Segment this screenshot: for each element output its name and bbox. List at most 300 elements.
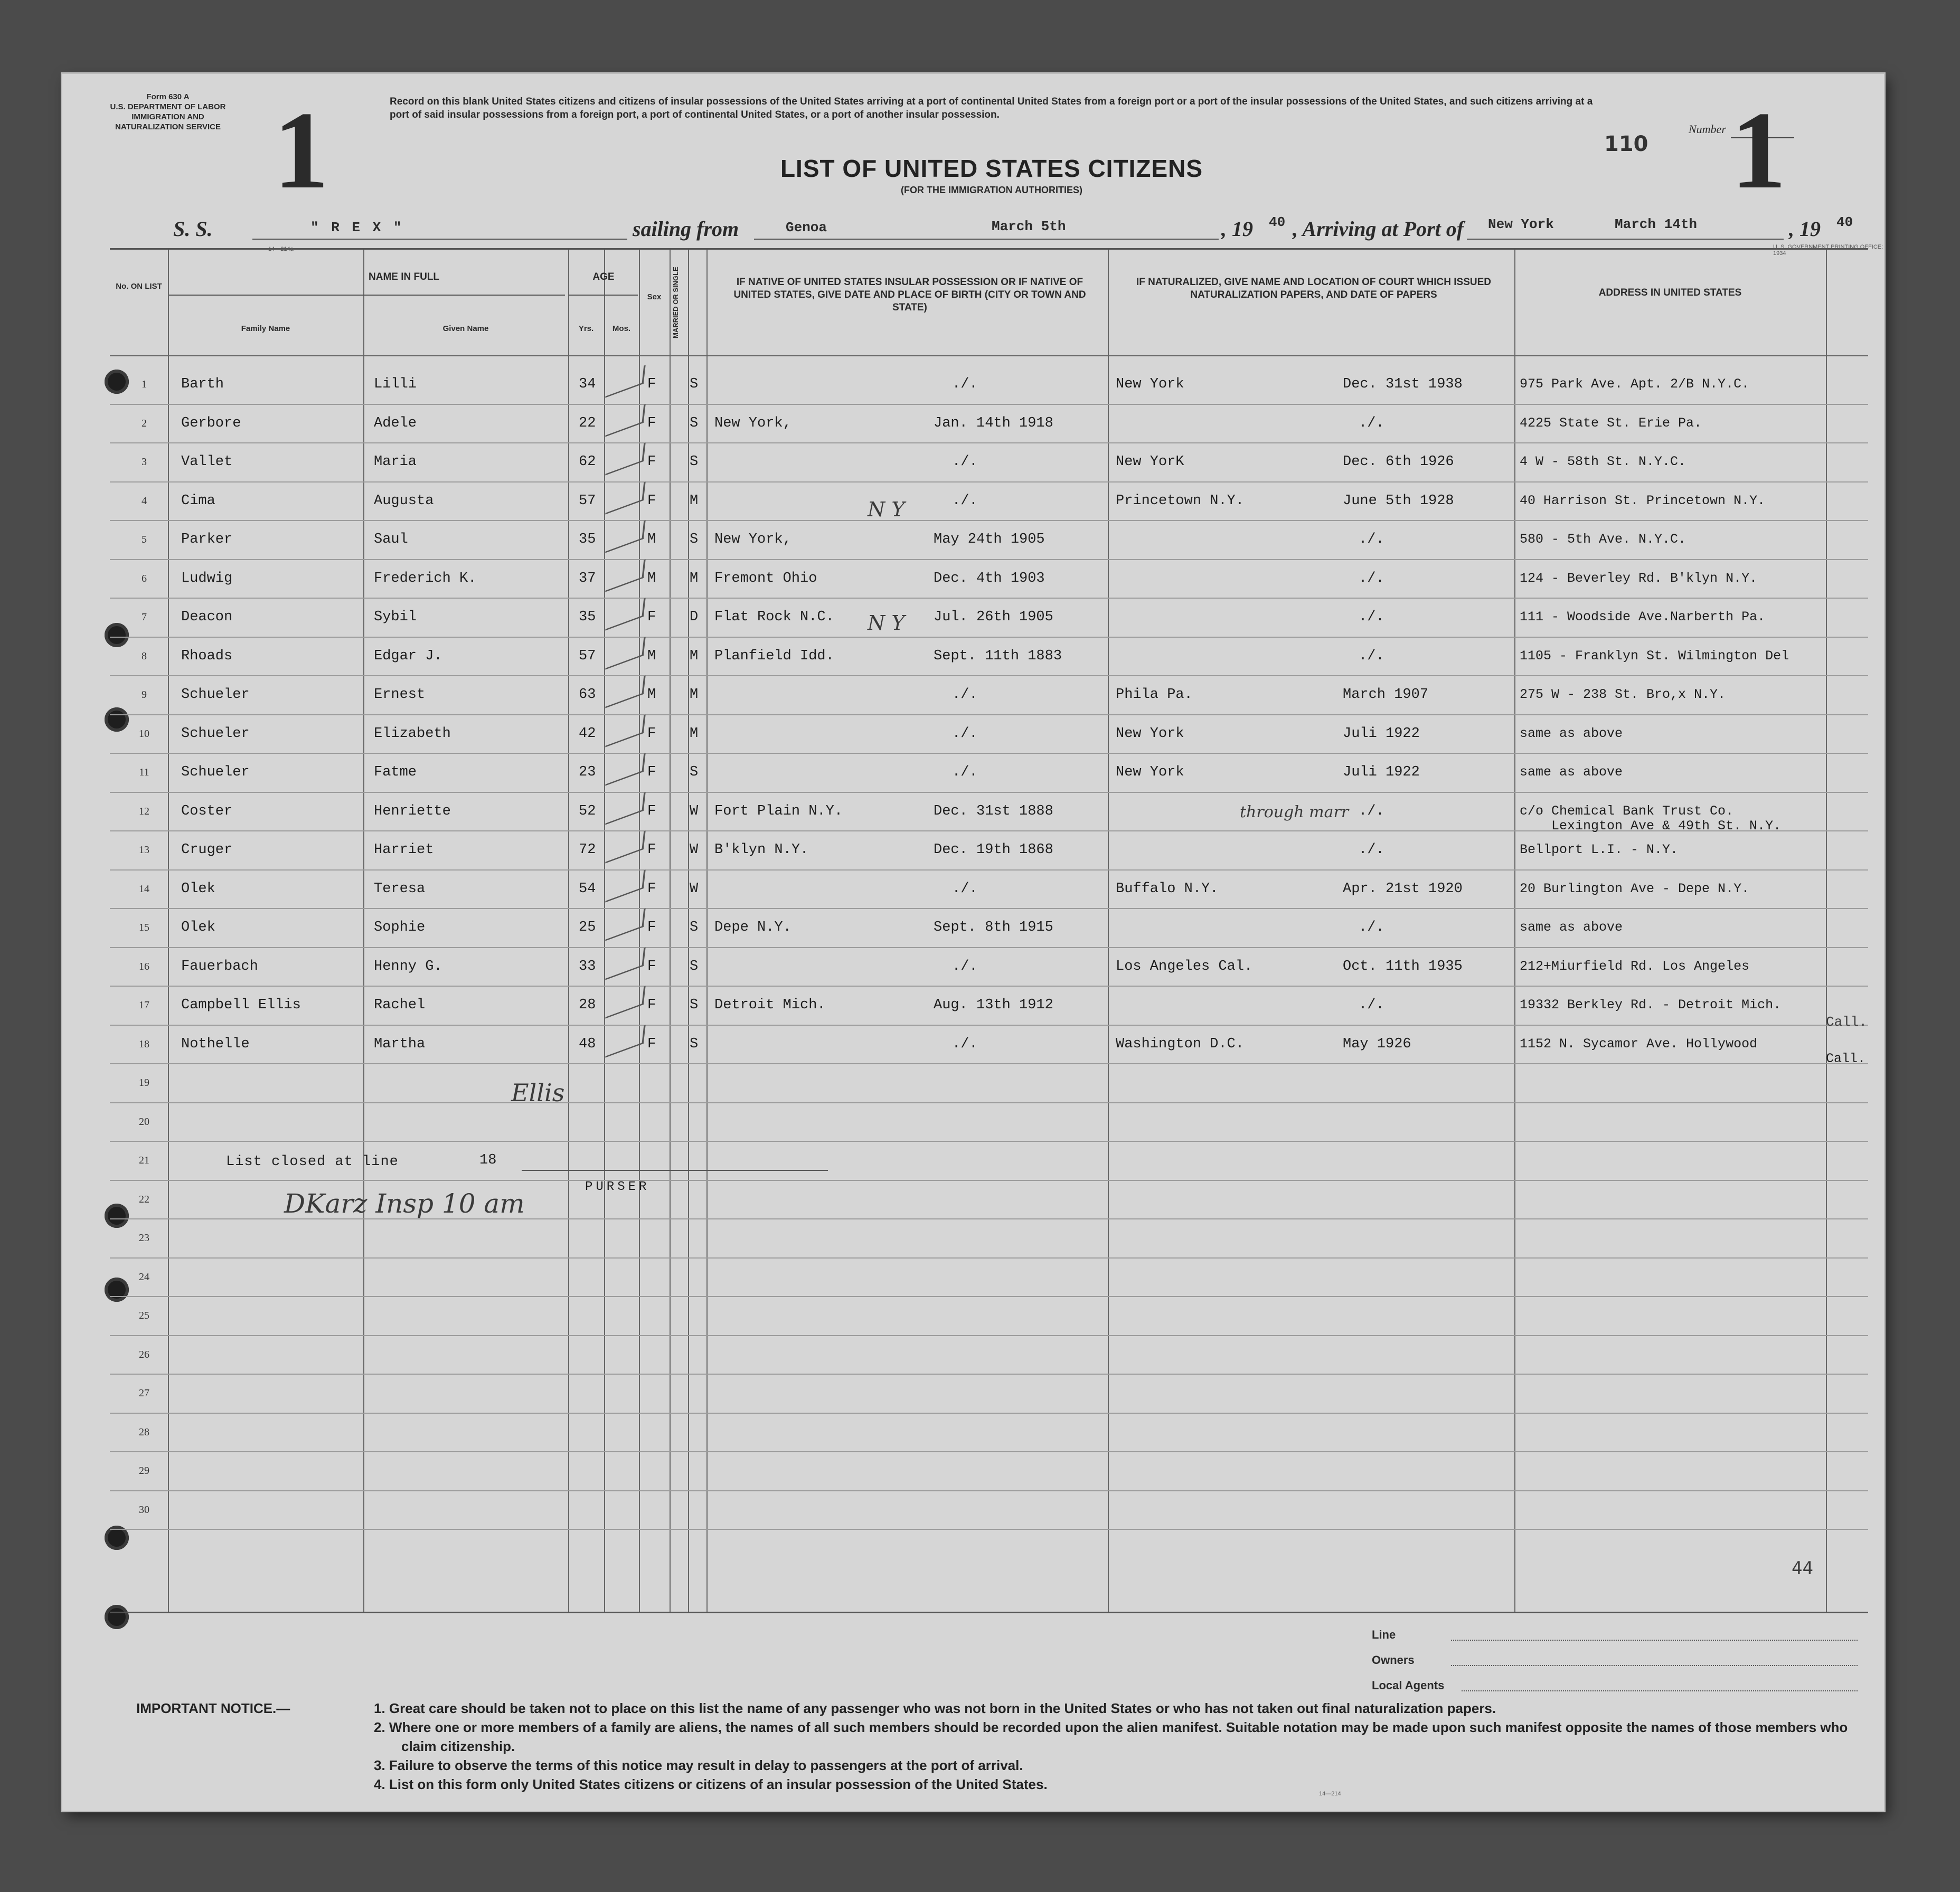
court-location-cell: New York bbox=[1116, 376, 1184, 392]
list-number-value: 1 bbox=[1731, 89, 1786, 212]
given-name-cell: Saul bbox=[374, 532, 408, 547]
passenger-table bbox=[110, 248, 1868, 1613]
family-name-cell: Fauerbach bbox=[181, 958, 258, 975]
row-rule bbox=[110, 520, 1868, 521]
address-cell: 1152 N. Sycamor Ave. Hollywood bbox=[1520, 1036, 1758, 1052]
court-location-cell: Princetown N.Y. bbox=[1116, 493, 1245, 509]
address-cell: same as above bbox=[1520, 764, 1623, 780]
col-name-in-full: NAME IN FULL bbox=[369, 271, 440, 282]
birth-date-cell: May 24th 1905 bbox=[934, 532, 1045, 547]
department: U.S. DEPARTMENT OF LABOR bbox=[110, 102, 226, 111]
row-rule bbox=[110, 637, 1868, 638]
family-name-cell: Olek bbox=[181, 881, 215, 897]
given-name-cell: Henny G. bbox=[374, 958, 442, 975]
row-number: 14 bbox=[139, 883, 149, 895]
court-na-mark: ./. bbox=[1359, 415, 1384, 431]
row-rule bbox=[110, 1335, 1868, 1336]
family-name-cell: Barth bbox=[181, 376, 224, 392]
ss-label: S. S. bbox=[173, 217, 213, 241]
given-name-cell: Harriet bbox=[374, 842, 434, 858]
row-number: 19 bbox=[139, 1077, 149, 1089]
col-line bbox=[604, 250, 605, 1612]
row-number: 2 bbox=[142, 417, 147, 429]
family-name-cell: Coster bbox=[181, 803, 233, 819]
row-number: 29 bbox=[139, 1465, 149, 1477]
family-name-cell: Schueler bbox=[181, 764, 250, 780]
sex-cell: F bbox=[647, 997, 656, 1013]
age-cell: 42 bbox=[579, 725, 596, 742]
age-cell: 63 bbox=[579, 687, 596, 703]
marital-status-cell: M bbox=[690, 570, 699, 586]
birth-place-cell: New York, bbox=[714, 532, 791, 547]
birth-date-cell: Jan. 14th 1918 bbox=[934, 415, 1053, 431]
row-rule bbox=[110, 1374, 1868, 1375]
birth-date-cell: Dec. 31st 1888 bbox=[934, 803, 1053, 819]
family-name-cell: Cruger bbox=[181, 842, 233, 858]
marital-status-cell: W bbox=[690, 881, 699, 897]
notice-item: 1. Great care should be taken not to place on this list the name of any passenger who was not born in the United States or who has not taken out final naturalization papers. bbox=[374, 1700, 1496, 1716]
family-name-cell: Schueler bbox=[181, 725, 250, 742]
sex-cell: F bbox=[647, 803, 656, 819]
address-cell: 212+Miurfield Rd. Los Angeles bbox=[1520, 958, 1750, 974]
age-cell: 23 bbox=[579, 764, 596, 780]
col-line bbox=[568, 250, 569, 1612]
notice-item: 4. List on this form only United States citizens or citizens of an insular possession of the United States. bbox=[374, 1776, 1048, 1792]
col-line bbox=[670, 250, 671, 1612]
address-cell: 975 Park Ave. Apt. 2/B N.Y.C. bbox=[1520, 376, 1750, 392]
row-rule bbox=[110, 1296, 1868, 1297]
given-name-cell: Fatme bbox=[374, 764, 417, 780]
marital-status-cell: S bbox=[690, 376, 699, 392]
row-number: 30 bbox=[139, 1503, 149, 1516]
sex-cell: M bbox=[647, 648, 656, 664]
row-number: 4 bbox=[142, 495, 147, 507]
birth-na-mark: ./. bbox=[952, 1036, 978, 1052]
birth-place-cell: Flat Rock N.C. bbox=[714, 609, 834, 625]
family-name-cell: Parker bbox=[181, 532, 233, 547]
row-number: 24 bbox=[139, 1271, 149, 1283]
given-name-cell: Lilli bbox=[374, 376, 417, 392]
row-rule bbox=[110, 1025, 1868, 1026]
row-rule bbox=[110, 404, 1868, 405]
birth-place-cell: Fort Plain N.Y. bbox=[714, 803, 843, 819]
row-rule bbox=[110, 559, 1868, 560]
court-location-cell: Washington D.C. bbox=[1116, 1036, 1245, 1052]
marital-status-cell: M bbox=[690, 725, 699, 742]
court-na-mark: ./. bbox=[1359, 920, 1384, 935]
number-label: Number bbox=[1689, 122, 1726, 136]
form-code-bottom: 14—214 bbox=[1319, 1791, 1341, 1797]
court-location-cell: New YorK bbox=[1116, 454, 1184, 470]
row-rule bbox=[110, 1141, 1868, 1142]
given-name-cell: Maria bbox=[374, 454, 417, 470]
agent-dotted-line bbox=[1451, 1640, 1858, 1641]
form-number: Form 630 A bbox=[146, 92, 190, 101]
court-date-cell: June 5th 1928 bbox=[1343, 493, 1454, 509]
age-cell: 48 bbox=[579, 1036, 596, 1052]
state-annotation: N Y bbox=[868, 498, 905, 521]
address-cell: 275 W - 238 St. Bro,x N.Y. bbox=[1520, 687, 1726, 702]
sex-cell: F bbox=[647, 920, 656, 935]
record-instructions: Record on this blank United States citizens and citizens of insular possessions of the United States arriving at a port of continental United States from a foreign port or a port of the insular possessions of the United States, and such citizens arriving at a port of said insular possessions from a foreign port, a port of continental United States, or a port of another insular possession. bbox=[390, 96, 1593, 120]
court-na-mark: ./. bbox=[1359, 532, 1384, 547]
court-date-cell: May 1926 bbox=[1343, 1036, 1411, 1052]
family-name-cell: Ludwig bbox=[181, 570, 233, 586]
sex-cell: F bbox=[647, 376, 656, 392]
year-1: 40 bbox=[1269, 214, 1286, 230]
form-code-top: 14—214a bbox=[268, 246, 294, 252]
cal-annotation: Call. bbox=[1826, 1014, 1868, 1030]
row-rule bbox=[110, 869, 1868, 871]
col-line bbox=[168, 250, 169, 1612]
col-family-name: Family Name bbox=[241, 324, 290, 333]
court-date-cell: Juli 1922 bbox=[1343, 725, 1420, 742]
shipping-agents bbox=[1372, 1625, 1858, 1701]
big-list-number: 1 bbox=[274, 89, 329, 212]
notice-item: 2. Where one or more members of a family are aliens, the names of all such members should be recorded upon the alien manifest. Suitable notation may be made upon such manifest opposite the names of those members who claim citizenship. bbox=[374, 1719, 1848, 1754]
age-cell: 28 bbox=[579, 997, 596, 1013]
given-name-cell: Rachel bbox=[374, 997, 426, 1013]
address-cell: same as above bbox=[1520, 725, 1623, 741]
court-location-cell: New York bbox=[1116, 764, 1184, 780]
ellis-annotation: Ellis bbox=[511, 1079, 565, 1107]
age-header-rule bbox=[569, 295, 638, 296]
family-name-cell: Cima bbox=[181, 493, 215, 509]
birth-date-cell: Aug. 13th 1912 bbox=[934, 997, 1053, 1013]
row-rule bbox=[110, 947, 1868, 948]
col-given-name: Given Name bbox=[442, 324, 489, 333]
row-number: 20 bbox=[139, 1115, 149, 1128]
family-name-cell: Schueler bbox=[181, 687, 250, 703]
given-name-cell: Martha bbox=[374, 1036, 426, 1052]
court-date-cell: Apr. 21st 1920 bbox=[1343, 881, 1463, 897]
age-cell: 25 bbox=[579, 920, 596, 935]
sex-cell: F bbox=[647, 454, 656, 470]
birth-na-mark: ./. bbox=[952, 958, 978, 975]
row-number: 23 bbox=[139, 1232, 149, 1244]
notice-lead: IMPORTANT NOTICE.— bbox=[136, 1700, 290, 1716]
address-cell-line-2: Call. bbox=[1826, 1051, 1866, 1066]
marital-status-cell: M bbox=[690, 493, 699, 509]
row-number: 21 bbox=[139, 1155, 149, 1166]
age-cell: 57 bbox=[579, 648, 596, 664]
sailing-info bbox=[173, 213, 1863, 245]
address-cell: 124 - Beverley Rd. B'klyn N.Y. bbox=[1520, 570, 1758, 586]
address-cell: 4 W - 58th St. N.Y.C. bbox=[1520, 454, 1686, 469]
marriage-annotation: through marr bbox=[1240, 803, 1349, 821]
ship-underline bbox=[252, 239, 627, 240]
col-age: AGE bbox=[592, 271, 615, 282]
sex-cell: F bbox=[647, 958, 656, 975]
given-name-cell: Augusta bbox=[374, 493, 434, 509]
sex-cell: F bbox=[647, 609, 656, 625]
agent-label-owners: Owners bbox=[1372, 1653, 1415, 1667]
col-yrs: Yrs. bbox=[578, 324, 594, 333]
row-number: 17 bbox=[139, 999, 149, 1011]
sex-cell: F bbox=[647, 725, 656, 742]
row-rule bbox=[110, 481, 1868, 483]
family-name-cell: Campbell Ellis bbox=[181, 997, 301, 1013]
row-number: 16 bbox=[139, 960, 149, 972]
agent-dotted-line bbox=[1451, 1665, 1858, 1666]
row-number: 10 bbox=[139, 727, 149, 740]
given-name-cell: Sybil bbox=[374, 609, 417, 625]
birth-na-mark: ./. bbox=[952, 725, 978, 742]
court-na-mark: ./. bbox=[1359, 803, 1384, 819]
age-cell: 33 bbox=[579, 958, 596, 975]
birth-date-cell: Sept. 8th 1915 bbox=[934, 920, 1053, 935]
row-number: 8 bbox=[142, 650, 147, 662]
name-header-rule bbox=[169, 295, 565, 296]
sex-cell: F bbox=[647, 1036, 656, 1052]
family-name-cell: Deacon bbox=[181, 609, 233, 625]
col-line bbox=[1826, 250, 1827, 1612]
row-rule bbox=[110, 598, 1868, 599]
manifest-page bbox=[62, 74, 1884, 1811]
row-number: 5 bbox=[142, 534, 147, 545]
address-cell: 111 - Woodside Ave.Narberth Pa. bbox=[1520, 609, 1766, 625]
from-underline bbox=[754, 239, 1219, 240]
court-location-cell: Buffalo N.Y. bbox=[1116, 881, 1219, 897]
sex-cell: F bbox=[647, 881, 656, 897]
form-identifier bbox=[99, 92, 237, 132]
birth-na-mark: ./. bbox=[952, 376, 978, 392]
notice-item: 3. Failure to observe the terms of this notice may result in delay to passengers at the port of arrival. bbox=[374, 1757, 1023, 1773]
birth-na-mark: ./. bbox=[952, 881, 978, 897]
sex-cell: F bbox=[647, 842, 656, 858]
birth-na-mark: ./. bbox=[952, 493, 978, 509]
list-closed-value: 18 bbox=[479, 1152, 497, 1168]
row-number: 22 bbox=[139, 1193, 149, 1205]
court-na-mark: ./. bbox=[1359, 570, 1384, 586]
year-prefix-1: , 19 bbox=[1221, 217, 1253, 241]
age-cell: 22 bbox=[579, 415, 596, 431]
agent-dotted-line bbox=[1462, 1690, 1858, 1691]
page-subtitle: (FOR THE IMMIGRATION AUTHORITIES) bbox=[901, 185, 1082, 195]
agent-owners-row bbox=[1372, 1650, 1858, 1676]
row-number: 13 bbox=[139, 844, 149, 856]
sex-cell: F bbox=[647, 764, 656, 780]
handwritten-number: 110 bbox=[1604, 132, 1648, 156]
department-line-3: NATURALIZATION SERVICE bbox=[115, 122, 221, 131]
department-line-2: IMMIGRATION AND bbox=[131, 112, 204, 121]
agent-label-line: Line bbox=[1372, 1628, 1396, 1641]
court-date-cell: Dec. 6th 1926 bbox=[1343, 454, 1454, 470]
marital-status-cell: S bbox=[690, 920, 699, 935]
col-address: ADDRESS IN UNITED STATES bbox=[1598, 287, 1742, 298]
row-rule bbox=[110, 792, 1868, 793]
address-cell: 19332 Berkley Rd. - Detroit Mich. bbox=[1520, 997, 1782, 1013]
col-mos: Mos. bbox=[612, 324, 631, 333]
row-rule bbox=[110, 1102, 1868, 1103]
col-birth: IF NATIVE OF UNITED STATES INSULAR POSSESSION OR IF NATIVE OF UNITED STATES, GIVE DATE AND PLACE OF BIRTH (CITY OR TOWN AND STATE) bbox=[733, 277, 1086, 313]
marital-status-cell: W bbox=[690, 842, 699, 858]
header-bottom-rule bbox=[110, 355, 1868, 356]
purser-signature-line bbox=[522, 1170, 828, 1171]
row-rule bbox=[110, 1413, 1868, 1414]
marital-status-cell: M bbox=[690, 648, 699, 664]
age-cell: 57 bbox=[579, 493, 596, 509]
row-rule bbox=[110, 986, 1868, 987]
court-location-cell: Los Angeles Cal. bbox=[1116, 958, 1253, 975]
purser-label: PURSER bbox=[585, 1180, 650, 1194]
from-port: Genoa bbox=[786, 220, 827, 235]
address-cell: 1105 - Franklyn St. Wilmington Del bbox=[1520, 648, 1789, 664]
row-number: 11 bbox=[139, 767, 149, 778]
marital-status-cell: S bbox=[690, 764, 699, 780]
agent-label-local: Local Agents bbox=[1372, 1679, 1445, 1692]
year-2: 40 bbox=[1836, 214, 1853, 230]
marital-status-cell: W bbox=[690, 803, 699, 819]
family-name-cell: Nothelle bbox=[181, 1036, 250, 1052]
court-date-cell: Dec. 31st 1938 bbox=[1343, 376, 1463, 392]
birth-place-cell: Detroit Mich. bbox=[714, 997, 826, 1013]
age-cell: 35 bbox=[579, 609, 596, 625]
year-prefix-2: , 19 bbox=[1789, 217, 1821, 241]
row-number: 28 bbox=[139, 1426, 149, 1438]
row-rule bbox=[110, 714, 1868, 715]
row-number: 15 bbox=[139, 922, 149, 933]
birth-na-mark: ./. bbox=[952, 454, 978, 470]
inspector-note: DKarz Insp 10 am bbox=[284, 1188, 525, 1219]
sex-cell: M bbox=[647, 532, 656, 547]
birth-date-cell: Dec. 19th 1868 bbox=[934, 842, 1053, 858]
arrival-date: March 14th bbox=[1615, 216, 1698, 232]
marital-status-cell: S bbox=[690, 454, 699, 470]
row-rule bbox=[110, 1490, 1868, 1491]
given-name-cell: Frederich K. bbox=[374, 570, 477, 586]
age-cell: 52 bbox=[579, 803, 596, 819]
birth-date-cell: Dec. 4th 1903 bbox=[934, 570, 1045, 586]
row-rule bbox=[110, 675, 1868, 676]
family-name-cell: Vallet bbox=[181, 454, 233, 470]
given-name-cell: Teresa bbox=[374, 881, 426, 897]
birth-na-mark: ./. bbox=[952, 687, 978, 703]
court-na-mark: ./. bbox=[1359, 648, 1384, 664]
birth-place-cell: Fremont Ohio bbox=[714, 570, 817, 586]
row-number: 6 bbox=[142, 572, 147, 584]
family-name-cell: Gerbore bbox=[181, 415, 241, 431]
birth-place-cell: Planfield Idd. bbox=[714, 648, 834, 664]
birth-place-cell: B'klyn N.Y. bbox=[714, 842, 809, 858]
sex-cell: F bbox=[647, 415, 656, 431]
birth-na-mark: ./. bbox=[952, 764, 978, 780]
address-cell-line-2: Lexington Ave & 49th St. N.Y. bbox=[1551, 818, 1782, 834]
arrival-port: New York bbox=[1488, 216, 1554, 232]
court-date-cell: Juli 1922 bbox=[1343, 764, 1420, 780]
address-cell: same as above bbox=[1520, 920, 1623, 935]
given-name-cell: Elizabeth bbox=[374, 725, 451, 742]
address-cell: c/o Chemical Bank Trust Co. bbox=[1520, 803, 1734, 819]
row-number: 1 bbox=[142, 379, 147, 390]
printing-office: U. S. GOVERNMENT PRINTING OFFICE: 1934 bbox=[1773, 244, 1883, 257]
col-naturalized: IF NATURALIZED, GIVE NAME AND LOCATION OF COURT WHICH ISSUED NATURALIZATION PAPERS, AND DATE OF PAPERS bbox=[1136, 277, 1491, 300]
row-number: 9 bbox=[142, 689, 147, 701]
row-rule bbox=[110, 1257, 1868, 1259]
col-line bbox=[688, 250, 689, 1612]
sex-cell: F bbox=[647, 493, 656, 509]
birth-place-cell: New York, bbox=[714, 415, 791, 431]
row-number: 26 bbox=[139, 1348, 149, 1360]
address-cell: 580 - 5th Ave. N.Y.C. bbox=[1520, 532, 1686, 547]
row-number: 27 bbox=[139, 1387, 149, 1399]
row-number: 18 bbox=[139, 1038, 149, 1050]
col-line bbox=[1108, 250, 1109, 1612]
birth-date-cell: Sept. 11th 1883 bbox=[934, 648, 1062, 664]
age-cell: 34 bbox=[579, 376, 596, 392]
age-cell: 35 bbox=[579, 532, 596, 547]
marital-status-cell: S bbox=[690, 532, 699, 547]
marital-status-cell: S bbox=[690, 997, 699, 1013]
family-name-cell: Rhoads bbox=[181, 648, 233, 664]
state-annotation: N Y bbox=[868, 611, 905, 635]
col-married-single: MARRIED OR SINGLE bbox=[672, 267, 680, 338]
age-cell: 62 bbox=[579, 454, 596, 470]
list-closed-label: List closed at line bbox=[226, 1154, 399, 1170]
col-sex: Sex bbox=[647, 292, 662, 301]
arrival-underline bbox=[1467, 239, 1784, 240]
address-cell: Bellport L.I. - N.Y. bbox=[1520, 842, 1679, 857]
row-number: 12 bbox=[139, 805, 149, 817]
agent-local-row bbox=[1372, 1676, 1858, 1701]
page-title: LIST OF UNITED STATES CITIZENS bbox=[780, 155, 1203, 182]
address-cell: 20 Burlington Ave - Depe N.Y. bbox=[1520, 881, 1750, 896]
court-date-cell: Oct. 11th 1935 bbox=[1343, 958, 1463, 975]
marital-status-cell: M bbox=[690, 687, 699, 703]
address-cell: 4225 State St. Erie Pa. bbox=[1520, 415, 1702, 431]
given-name-cell: Ernest bbox=[374, 687, 426, 703]
row-rule bbox=[110, 1063, 1868, 1064]
age-cell: 72 bbox=[579, 842, 596, 858]
row-rule bbox=[110, 1529, 1868, 1530]
notice-items bbox=[374, 1699, 1879, 1794]
col-line bbox=[363, 250, 364, 1612]
given-name-cell: Edgar J. bbox=[374, 648, 442, 664]
court-na-mark: ./. bbox=[1359, 609, 1384, 625]
given-name-cell: Sophie bbox=[374, 920, 426, 935]
agent-line-row bbox=[1372, 1625, 1858, 1650]
row-rule bbox=[110, 1180, 1868, 1181]
col-line bbox=[1514, 250, 1515, 1612]
marital-status-cell: D bbox=[690, 609, 699, 625]
court-na-mark: ./. bbox=[1359, 997, 1384, 1013]
sail-date: March 5th bbox=[992, 219, 1066, 234]
court-na-mark: ./. bbox=[1359, 842, 1384, 858]
page-count: 44 bbox=[1792, 1558, 1813, 1579]
marital-status-cell: S bbox=[690, 958, 699, 975]
ship-name: " R E X " bbox=[310, 220, 404, 235]
age-cell: 37 bbox=[579, 570, 596, 586]
age-cell: 54 bbox=[579, 881, 596, 897]
sailing-from-label: sailing from bbox=[633, 217, 739, 241]
row-number: 3 bbox=[142, 456, 147, 468]
court-location-cell: Phila Pa. bbox=[1116, 687, 1193, 703]
col-line bbox=[706, 250, 708, 1612]
row-rule bbox=[110, 1451, 1868, 1452]
given-name-cell: Adele bbox=[374, 415, 417, 431]
marital-status-cell: S bbox=[690, 415, 699, 431]
birth-date-cell: Jul. 26th 1905 bbox=[934, 609, 1053, 625]
family-name-cell: Olek bbox=[181, 920, 215, 935]
row-rule bbox=[110, 753, 1868, 754]
row-number: 7 bbox=[142, 611, 147, 623]
col-no-on-list: No. ON LIST bbox=[116, 282, 162, 291]
marital-status-cell: S bbox=[690, 1036, 699, 1052]
address-cell: 40 Harrison St. Princetown N.Y. bbox=[1520, 493, 1766, 508]
court-date-cell: March 1907 bbox=[1343, 687, 1429, 703]
court-location-cell: New York bbox=[1116, 725, 1184, 742]
row-rule bbox=[110, 442, 1868, 443]
